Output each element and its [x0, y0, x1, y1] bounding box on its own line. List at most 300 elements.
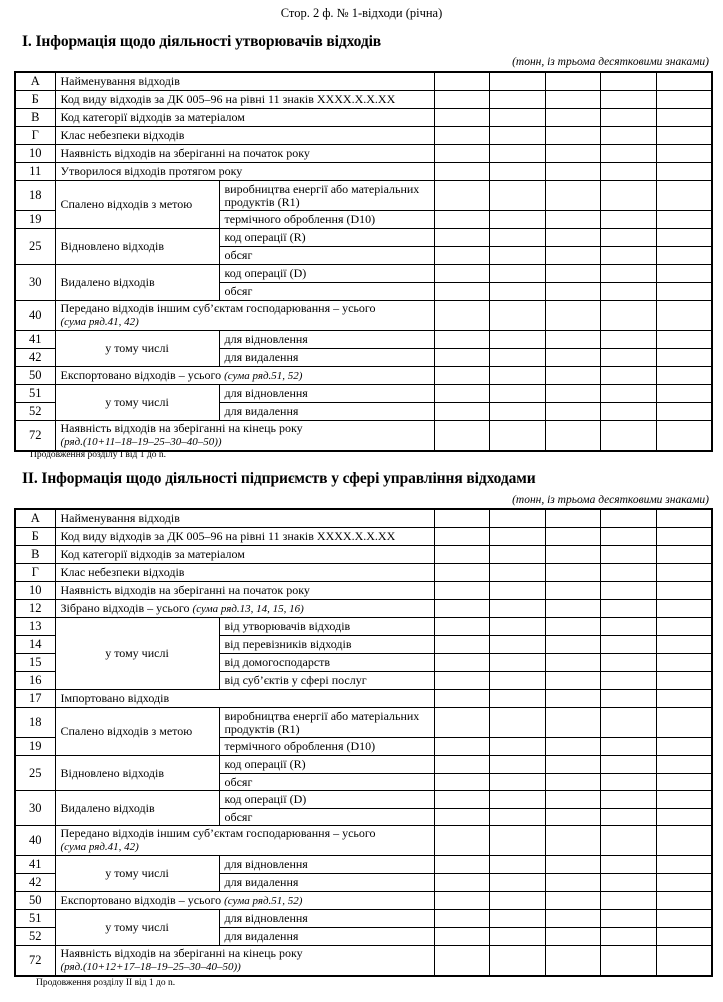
data-cell[interactable] — [601, 109, 657, 127]
data-cell[interactable] — [656, 672, 712, 690]
data-cell[interactable] — [434, 72, 490, 91]
data-cell[interactable] — [545, 367, 601, 385]
data-cell[interactable] — [545, 809, 601, 826]
data-cell[interactable] — [545, 672, 601, 690]
data-cell[interactable] — [434, 708, 490, 738]
data-cell[interactable] — [656, 229, 712, 247]
data-cell[interactable] — [545, 636, 601, 654]
row-label — [55, 600, 434, 618]
row-72 — [15, 421, 712, 452]
row-label — [55, 892, 434, 910]
row-code: 14 — [15, 636, 55, 654]
row-sublabel: код операції (D) — [219, 791, 434, 809]
data-cell[interactable] — [490, 509, 546, 528]
row-sublabel: код операції (R) — [219, 756, 434, 774]
row-code: 41 — [15, 331, 55, 349]
data-cell[interactable] — [434, 91, 490, 109]
row-code: 51 — [15, 910, 55, 928]
data-cell[interactable] — [601, 385, 657, 403]
row-sublabel: обсяг — [219, 809, 434, 826]
data-cell[interactable] — [656, 211, 712, 229]
data-cell[interactable] — [434, 109, 490, 127]
data-cell[interactable] — [434, 946, 490, 977]
row-code: 72 — [15, 421, 55, 452]
data-cell[interactable] — [601, 672, 657, 690]
data-cell[interactable] — [545, 546, 601, 564]
data-cell[interactable] — [545, 892, 601, 910]
data-cell[interactable] — [601, 229, 657, 247]
data-cell[interactable] — [434, 618, 490, 636]
data-cell[interactable] — [545, 946, 601, 977]
data-cell[interactable] — [434, 211, 490, 229]
data-cell[interactable] — [490, 910, 546, 928]
row-label: Наявність відходів на зберіганні на початок року — [55, 145, 434, 163]
data-cell[interactable] — [490, 421, 546, 452]
data-cell[interactable] — [490, 564, 546, 582]
row-label: у тому числі — [55, 385, 219, 421]
section1-footnote: Продовження розділу I від 1 до n. — [30, 450, 166, 460]
section2-table — [14, 508, 713, 977]
data-cell[interactable] — [434, 528, 490, 546]
data-cell[interactable] — [545, 856, 601, 874]
row-code: 25 — [15, 756, 55, 791]
data-cell[interactable] — [656, 946, 712, 977]
data-cell[interactable] — [656, 708, 712, 738]
data-cell[interactable] — [434, 385, 490, 403]
row-code: 30 — [15, 265, 55, 301]
data-cell[interactable] — [656, 421, 712, 452]
row-code: 12 — [15, 600, 55, 618]
data-cell[interactable] — [434, 127, 490, 145]
data-cell[interactable] — [601, 600, 657, 618]
data-cell[interactable] — [656, 385, 712, 403]
data-cell[interactable] — [545, 211, 601, 229]
row-label: Наявність відходів на зберіганні на початок року — [55, 582, 434, 600]
data-cell[interactable] — [434, 756, 490, 774]
data-cell[interactable] — [656, 774, 712, 791]
data-cell[interactable] — [656, 756, 712, 774]
data-cell[interactable] — [601, 127, 657, 145]
row-label-text: Наявність відходів на зберіганні на кінець року — [60, 421, 303, 435]
data-cell[interactable] — [601, 809, 657, 826]
row-code: 72 — [15, 946, 55, 977]
row-code: 19 — [15, 211, 55, 229]
data-cell[interactable] — [656, 600, 712, 618]
data-cell[interactable] — [490, 229, 546, 247]
data-cell[interactable] — [490, 690, 546, 708]
section2-units-note: (тонн, із трьома десятковими знаками) — [512, 494, 709, 506]
data-cell[interactable] — [545, 708, 601, 738]
data-cell[interactable] — [434, 349, 490, 367]
section1-units-note: (тонн, із трьома десятковими знаками) — [512, 56, 709, 68]
data-cell[interactable] — [656, 618, 712, 636]
data-cell[interactable] — [656, 564, 712, 582]
data-cell[interactable] — [656, 145, 712, 163]
data-cell[interactable] — [545, 265, 601, 283]
data-cell[interactable] — [490, 331, 546, 349]
data-cell[interactable] — [490, 826, 546, 856]
data-cell[interactable] — [601, 301, 657, 331]
row-25 — [15, 756, 712, 774]
data-cell[interactable] — [545, 774, 601, 791]
row-code: А — [15, 509, 55, 528]
data-cell[interactable] — [490, 708, 546, 738]
data-cell[interactable] — [545, 331, 601, 349]
data-cell[interactable] — [490, 385, 546, 403]
data-cell[interactable] — [601, 582, 657, 600]
data-cell[interactable] — [656, 367, 712, 385]
row-10 — [15, 145, 712, 163]
data-cell[interactable] — [601, 874, 657, 892]
data-cell[interactable] — [656, 349, 712, 367]
data-cell[interactable] — [434, 564, 490, 582]
data-cell[interactable] — [490, 163, 546, 181]
data-cell[interactable] — [434, 791, 490, 809]
row-formula-note: (ряд.(10+12+17–18–19–25–30–40–50)) — [60, 961, 241, 973]
data-cell[interactable] — [490, 738, 546, 756]
row-30 — [15, 265, 712, 283]
data-cell[interactable] — [601, 181, 657, 211]
data-cell[interactable] — [545, 181, 601, 211]
row-code: Г — [15, 564, 55, 582]
row-40 — [15, 301, 712, 331]
row-18 — [15, 708, 712, 738]
data-cell[interactable] — [601, 708, 657, 738]
row-label: Клас небезпеки відходів — [55, 127, 434, 145]
data-cell[interactable] — [656, 654, 712, 672]
row-label: Код виду відходів за ДК 005–96 на рівні 11 знаків ХХХХ.Х.Х.ХХ — [55, 91, 434, 109]
data-cell[interactable] — [490, 774, 546, 791]
row-code: 13 — [15, 618, 55, 636]
data-cell[interactable] — [601, 738, 657, 756]
data-cell[interactable] — [434, 892, 490, 910]
row-code: 15 — [15, 654, 55, 672]
row-50 — [15, 367, 712, 385]
row-code: 19 — [15, 738, 55, 756]
data-cell[interactable] — [545, 690, 601, 708]
data-cell[interactable] — [656, 247, 712, 265]
data-cell[interactable] — [656, 91, 712, 109]
data-cell[interactable] — [656, 509, 712, 528]
data-cell[interactable] — [490, 145, 546, 163]
data-cell[interactable] — [490, 127, 546, 145]
data-cell[interactable] — [434, 331, 490, 349]
row-code: 40 — [15, 301, 55, 331]
data-cell[interactable] — [601, 826, 657, 856]
data-cell[interactable] — [490, 636, 546, 654]
row-sublabel: від утворювачів відходів — [219, 618, 434, 636]
data-cell[interactable] — [656, 636, 712, 654]
data-cell[interactable] — [490, 72, 546, 91]
data-cell[interactable] — [656, 856, 712, 874]
data-cell[interactable] — [601, 856, 657, 874]
data-cell[interactable] — [490, 654, 546, 672]
data-cell[interactable] — [490, 367, 546, 385]
row-label — [55, 826, 434, 856]
data-cell[interactable] — [545, 826, 601, 856]
data-cell[interactable] — [490, 874, 546, 892]
row-code: 50 — [15, 892, 55, 910]
data-cell[interactable] — [490, 600, 546, 618]
data-cell[interactable] — [545, 756, 601, 774]
row-v — [15, 109, 712, 127]
data-cell[interactable] — [656, 283, 712, 301]
data-cell[interactable] — [434, 421, 490, 452]
data-cell[interactable] — [490, 618, 546, 636]
row-sublabel: для відновлення — [219, 910, 434, 928]
data-cell[interactable] — [434, 229, 490, 247]
data-cell[interactable] — [656, 127, 712, 145]
data-cell[interactable] — [490, 928, 546, 946]
row-code: 10 — [15, 145, 55, 163]
data-cell[interactable] — [490, 892, 546, 910]
data-cell[interactable] — [656, 331, 712, 349]
row-label: у тому числі — [55, 331, 219, 367]
row-g — [15, 127, 712, 145]
row-code: 52 — [15, 928, 55, 946]
data-cell[interactable] — [434, 856, 490, 874]
data-cell[interactable] — [545, 91, 601, 109]
data-cell[interactable] — [434, 874, 490, 892]
data-cell[interactable] — [545, 301, 601, 331]
row-label-text: Передано відходів іншим суб’єктам господарювання – усього — [60, 826, 376, 840]
data-cell[interactable] — [656, 892, 712, 910]
row-sublabel: виробництва енергії або матеріальних продуктів (R1) — [219, 181, 434, 211]
data-cell[interactable] — [545, 229, 601, 247]
data-cell[interactable] — [545, 145, 601, 163]
data-cell[interactable] — [601, 265, 657, 283]
data-cell[interactable] — [601, 403, 657, 421]
data-cell[interactable] — [601, 910, 657, 928]
row-label — [55, 301, 434, 331]
data-cell[interactable] — [601, 892, 657, 910]
data-cell[interactable] — [545, 247, 601, 265]
data-cell[interactable] — [656, 738, 712, 756]
data-cell[interactable] — [545, 910, 601, 928]
data-cell[interactable] — [601, 654, 657, 672]
data-cell[interactable] — [490, 856, 546, 874]
data-cell[interactable] — [601, 283, 657, 301]
data-cell[interactable] — [490, 181, 546, 211]
data-cell[interactable] — [434, 809, 490, 826]
data-cell[interactable] — [545, 928, 601, 946]
data-cell[interactable] — [434, 163, 490, 181]
row-sublabel: для відновлення — [219, 856, 434, 874]
data-cell[interactable] — [490, 672, 546, 690]
row-sublabel: для видалення — [219, 874, 434, 892]
data-cell[interactable] — [656, 690, 712, 708]
row-code: 51 — [15, 385, 55, 403]
row-label: Код виду відходів за ДК 005–96 на рівні 11 знаків ХХХХ.Х.Х.ХХ — [55, 528, 434, 546]
data-cell[interactable] — [656, 874, 712, 892]
data-cell[interactable] — [601, 163, 657, 181]
data-cell[interactable] — [601, 91, 657, 109]
data-cell[interactable] — [434, 738, 490, 756]
page-header: Стор. 2 ф. № 1-відходи (річна) — [280, 6, 443, 20]
data-cell[interactable] — [545, 127, 601, 145]
row-b — [15, 528, 712, 546]
data-cell[interactable] — [490, 109, 546, 127]
data-cell[interactable] — [656, 265, 712, 283]
data-cell[interactable] — [490, 247, 546, 265]
data-cell[interactable] — [434, 672, 490, 690]
data-cell[interactable] — [545, 72, 601, 91]
data-cell[interactable] — [434, 600, 490, 618]
row-sublabel: термічного оброблення (D10) — [219, 738, 434, 756]
row-41 — [15, 331, 712, 349]
row-label: Код категорії відходів за матеріалом — [55, 109, 434, 127]
data-cell[interactable] — [601, 636, 657, 654]
data-cell[interactable] — [434, 636, 490, 654]
data-cell[interactable] — [656, 582, 712, 600]
data-cell[interactable] — [490, 211, 546, 229]
row-code: 42 — [15, 874, 55, 892]
row-code: 25 — [15, 229, 55, 265]
section2-footnote: Продовження розділу II від 1 до n. — [36, 978, 176, 988]
data-cell[interactable] — [434, 774, 490, 791]
data-cell[interactable] — [434, 301, 490, 331]
data-cell[interactable] — [656, 163, 712, 181]
row-18 — [15, 181, 712, 211]
data-cell[interactable] — [434, 247, 490, 265]
data-cell[interactable] — [545, 618, 601, 636]
data-cell[interactable] — [490, 528, 546, 546]
data-cell[interactable] — [545, 582, 601, 600]
data-cell[interactable] — [656, 403, 712, 421]
data-cell[interactable] — [545, 109, 601, 127]
row-code: В — [15, 109, 55, 127]
data-cell[interactable] — [601, 618, 657, 636]
data-cell[interactable] — [601, 367, 657, 385]
data-cell[interactable] — [434, 403, 490, 421]
data-cell[interactable] — [490, 809, 546, 826]
row-code: 42 — [15, 349, 55, 367]
data-cell[interactable] — [434, 181, 490, 211]
data-cell[interactable] — [601, 349, 657, 367]
row-label: Код категорії відходів за матеріалом — [55, 546, 434, 564]
data-cell[interactable] — [545, 564, 601, 582]
data-cell[interactable] — [601, 791, 657, 809]
data-cell[interactable] — [490, 756, 546, 774]
row-code: 16 — [15, 672, 55, 690]
data-cell[interactable] — [601, 421, 657, 452]
data-cell[interactable] — [545, 528, 601, 546]
data-cell[interactable] — [601, 211, 657, 229]
row-label: Утворилося відходів протягом року — [55, 163, 434, 181]
data-cell[interactable] — [490, 349, 546, 367]
data-cell[interactable] — [545, 791, 601, 809]
data-cell[interactable] — [434, 367, 490, 385]
row-code: 50 — [15, 367, 55, 385]
data-cell[interactable] — [656, 791, 712, 809]
data-cell[interactable] — [601, 331, 657, 349]
data-cell[interactable] — [601, 564, 657, 582]
data-cell[interactable] — [601, 756, 657, 774]
data-cell[interactable] — [545, 509, 601, 528]
row-sublabel: від перевізників відходів — [219, 636, 434, 654]
data-cell[interactable] — [545, 421, 601, 452]
data-cell[interactable] — [656, 528, 712, 546]
data-cell[interactable] — [601, 247, 657, 265]
data-cell[interactable] — [490, 791, 546, 809]
data-cell[interactable] — [656, 301, 712, 331]
data-cell[interactable] — [490, 91, 546, 109]
row-formula-note: (сума ряд.41, 42) — [60, 841, 139, 853]
data-cell[interactable] — [601, 72, 657, 91]
row-code: 41 — [15, 856, 55, 874]
data-cell[interactable] — [490, 265, 546, 283]
row-label-text: Експортовано відходів – усього — [60, 367, 225, 382]
data-cell[interactable] — [545, 738, 601, 756]
data-cell[interactable] — [545, 283, 601, 301]
row-30 — [15, 791, 712, 809]
data-cell[interactable] — [490, 283, 546, 301]
row-label: Найменування відходів — [55, 509, 434, 528]
data-cell[interactable] — [656, 826, 712, 856]
data-cell[interactable] — [434, 582, 490, 600]
data-cell[interactable] — [490, 403, 546, 421]
data-cell[interactable] — [490, 946, 546, 977]
row-label: Імпортовано відходів — [55, 690, 434, 708]
data-cell[interactable] — [490, 582, 546, 600]
data-cell[interactable] — [545, 385, 601, 403]
row-label: Спалено відходів з метою — [55, 708, 219, 756]
data-cell[interactable] — [601, 546, 657, 564]
data-cell[interactable] — [656, 72, 712, 91]
row-code: 52 — [15, 403, 55, 421]
data-cell[interactable] — [545, 349, 601, 367]
data-cell[interactable] — [545, 654, 601, 672]
data-cell[interactable] — [434, 654, 490, 672]
data-cell[interactable] — [545, 163, 601, 181]
data-cell[interactable] — [601, 528, 657, 546]
data-cell[interactable] — [656, 109, 712, 127]
data-cell[interactable] — [434, 145, 490, 163]
data-cell[interactable] — [434, 910, 490, 928]
data-cell[interactable] — [656, 181, 712, 211]
data-cell[interactable] — [434, 546, 490, 564]
data-cell[interactable] — [434, 826, 490, 856]
row-label — [55, 946, 434, 977]
data-cell[interactable] — [434, 928, 490, 946]
row-code: Б — [15, 528, 55, 546]
data-cell[interactable] — [545, 874, 601, 892]
data-cell[interactable] — [656, 928, 712, 946]
data-cell[interactable] — [601, 774, 657, 791]
row-25 — [15, 229, 712, 247]
data-cell[interactable] — [490, 301, 546, 331]
data-cell[interactable] — [490, 546, 546, 564]
data-cell[interactable] — [656, 910, 712, 928]
data-cell[interactable] — [601, 509, 657, 528]
data-cell[interactable] — [434, 690, 490, 708]
row-sublabel: обсяг — [219, 283, 434, 301]
data-cell[interactable] — [656, 809, 712, 826]
data-cell[interactable] — [601, 690, 657, 708]
row-code: Б — [15, 91, 55, 109]
data-cell[interactable] — [434, 265, 490, 283]
data-cell[interactable] — [656, 546, 712, 564]
data-cell[interactable] — [601, 145, 657, 163]
data-cell[interactable] — [601, 946, 657, 977]
row-label — [55, 367, 434, 385]
data-cell[interactable] — [434, 283, 490, 301]
data-cell[interactable] — [545, 600, 601, 618]
data-cell[interactable] — [545, 403, 601, 421]
data-cell[interactable] — [601, 928, 657, 946]
row-formula-note: (сума ряд.51, 52) — [224, 369, 303, 382]
data-cell[interactable] — [434, 509, 490, 528]
